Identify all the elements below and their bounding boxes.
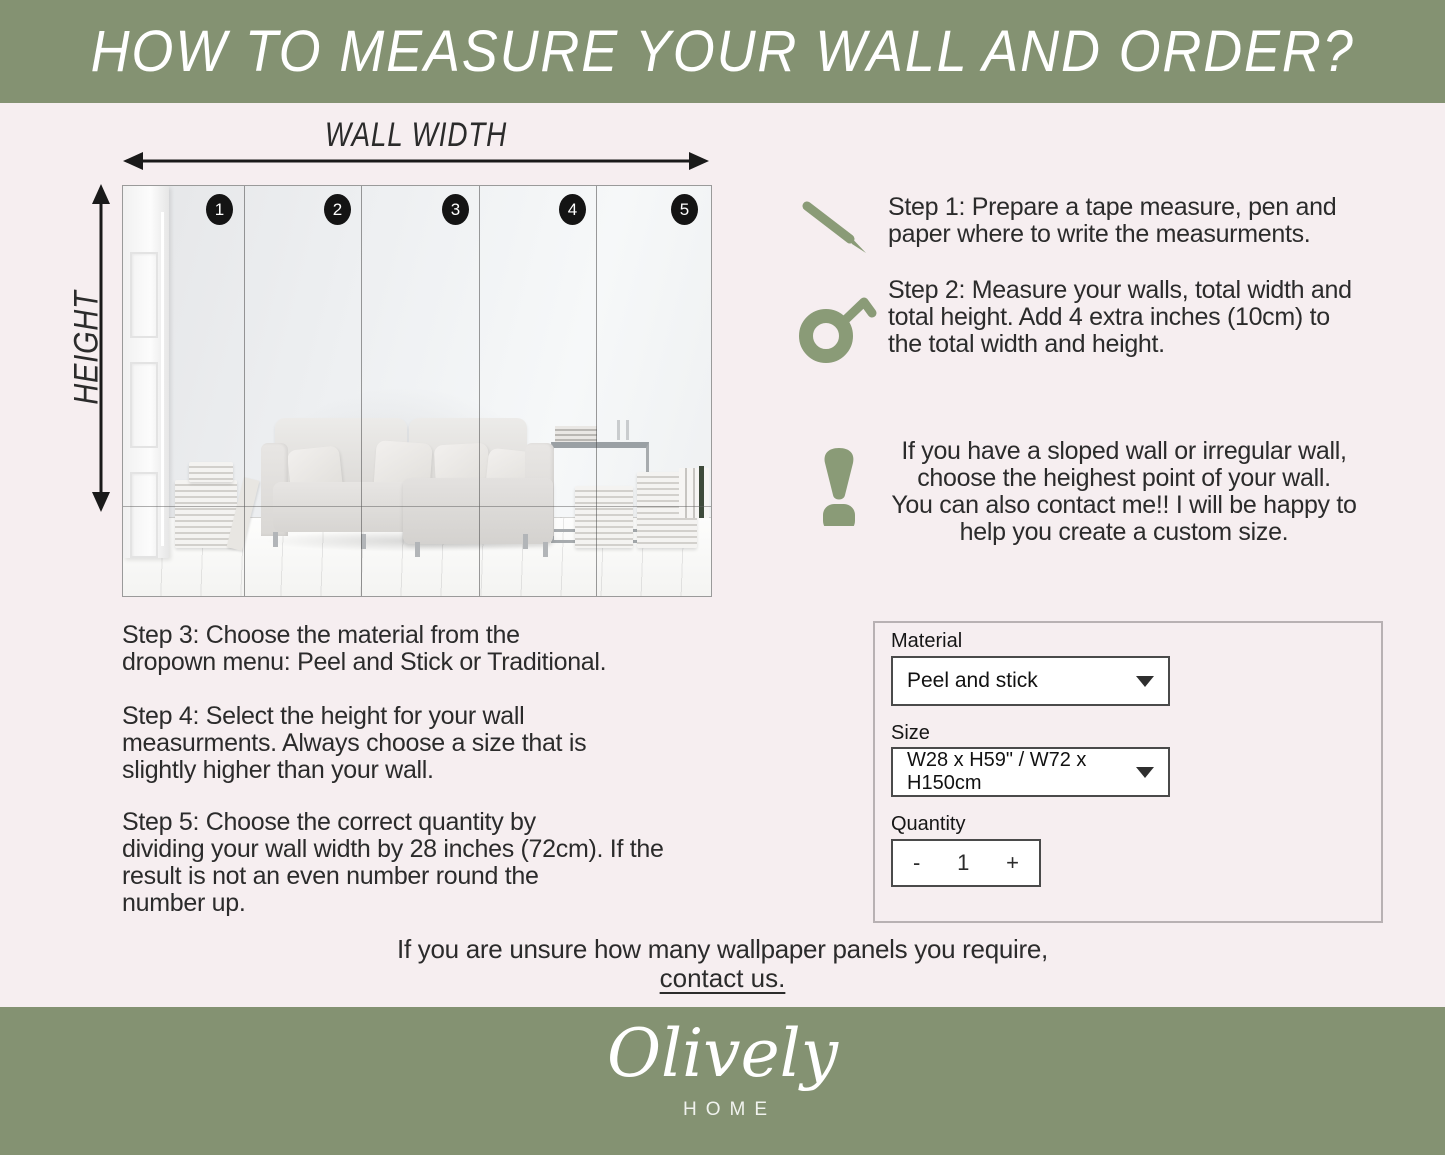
step5-text [122,809,664,917]
pen-icon [798,198,872,260]
tape-measure-icon [796,288,884,364]
contact-us-link-row [0,963,1445,994]
panel-number: 4 [567,199,578,219]
page-title: HOW TO MEASURE YOUR WALL AND ORDER? [90,19,1355,84]
book-accent [699,466,704,518]
step4-text [122,703,586,784]
table-books [555,426,597,442]
note-line: choose the heighest point of your wall. [917,464,1331,492]
door-panel [130,472,158,558]
order-form [873,621,1383,923]
panel-number: 1 [214,199,225,219]
step1-line: paper where to write the measurments. [888,220,1311,248]
step4-line: measurments. Always choose a size that is [122,729,587,757]
step1-line: Step 1: Prepare a tape measure, pen and [888,193,1337,221]
room-photo [122,185,712,597]
glassware [617,420,620,440]
step3-line: Step 3: Choose the material from the [122,621,520,649]
horizontal-guide-line [123,506,711,507]
quantity-decrease-button[interactable]: - [913,850,921,875]
step2-line: the total width and height. [888,330,1165,358]
contact-us-link[interactable]: contact us. [659,963,786,993]
size-value: W28 x H59" / W72 x H150cm [907,749,1087,794]
step2-line: Step 2: Measure your walls, total width and [888,276,1352,304]
step5-line: result is not an even number round the [122,862,539,890]
brand-logo: Olively [606,1015,839,1092]
upright-books [679,468,709,518]
quantity-label: Quantity [891,813,966,835]
panel-number: 2 [332,199,343,219]
panel-divider [361,186,362,596]
door-panel [130,252,158,338]
step5-line: Step 5: Choose the correct quantity by [122,808,536,836]
panel-number: 5 [679,199,690,219]
panel-number-badge [559,194,586,225]
chevron-down-icon [1136,676,1154,687]
material-value: Peel and stick [907,669,1038,692]
sofa-leg [415,542,420,557]
door [123,186,169,558]
size-label: Size [891,722,930,744]
panel-number-badge [671,194,698,225]
door-panel [130,362,158,448]
panel-number-badge [442,194,469,225]
sofa-leg [543,542,548,557]
quantity-increase-button[interactable]: + [1006,850,1019,875]
bottom-banner [0,1007,1445,1155]
door-edge [161,212,164,546]
top-banner [0,0,1445,103]
material-dropdown[interactable] [891,656,1170,706]
exclamation-icon [814,446,864,526]
height-label: HEIGHT [67,290,106,405]
step1-text [888,194,1336,248]
step3-text [122,622,606,676]
step2-text [888,277,1352,358]
help-text: If you are unsure how many wallpaper panels you require, [397,934,1048,964]
quantity-stepper[interactable] [891,839,1041,887]
sofa-leg [523,534,528,549]
note-line: You can also contact me!! I will be happy to [891,491,1357,519]
step2-line: total height. Add 4 extra inches (10cm) to [888,303,1330,331]
sloped-wall-note [878,438,1370,546]
material-label: Material [891,630,963,652]
panel-number-badge [206,194,233,225]
chevron-down-icon [1136,767,1154,778]
sofa-chaise [403,478,553,544]
note-line: help you create a custom size. [959,518,1289,546]
step4-line: Step 4: Select the height for your wall [122,702,525,730]
magazine-stack [189,462,233,482]
wall-width-label: WALL WIDTH [324,116,508,154]
height-arrow-icon [88,183,114,513]
note-line: If you have a sloped wall or irregular wall, [901,437,1347,465]
panel-number-badge [324,194,351,225]
wall-width-arrow-icon [122,148,710,174]
panel-divider [479,186,480,596]
step3-line: dropown menu: Peel and Stick or Traditional. [122,648,607,676]
sofa-leg [273,532,278,547]
panel-divider [244,186,245,596]
brand-sub-label: HOME [683,1099,776,1120]
step5-line: number up. [122,889,246,917]
panel-number: 3 [450,199,461,219]
panel-divider [596,186,597,596]
step5-line: dividing your wall width by 28 inches (72cm). If the [122,835,664,863]
size-dropdown[interactable] [891,747,1170,797]
step4-line: slightly higher than your wall. [122,756,434,784]
quantity-value: 1 [957,850,970,875]
magazine-stack [575,486,633,548]
glassware [626,420,629,440]
